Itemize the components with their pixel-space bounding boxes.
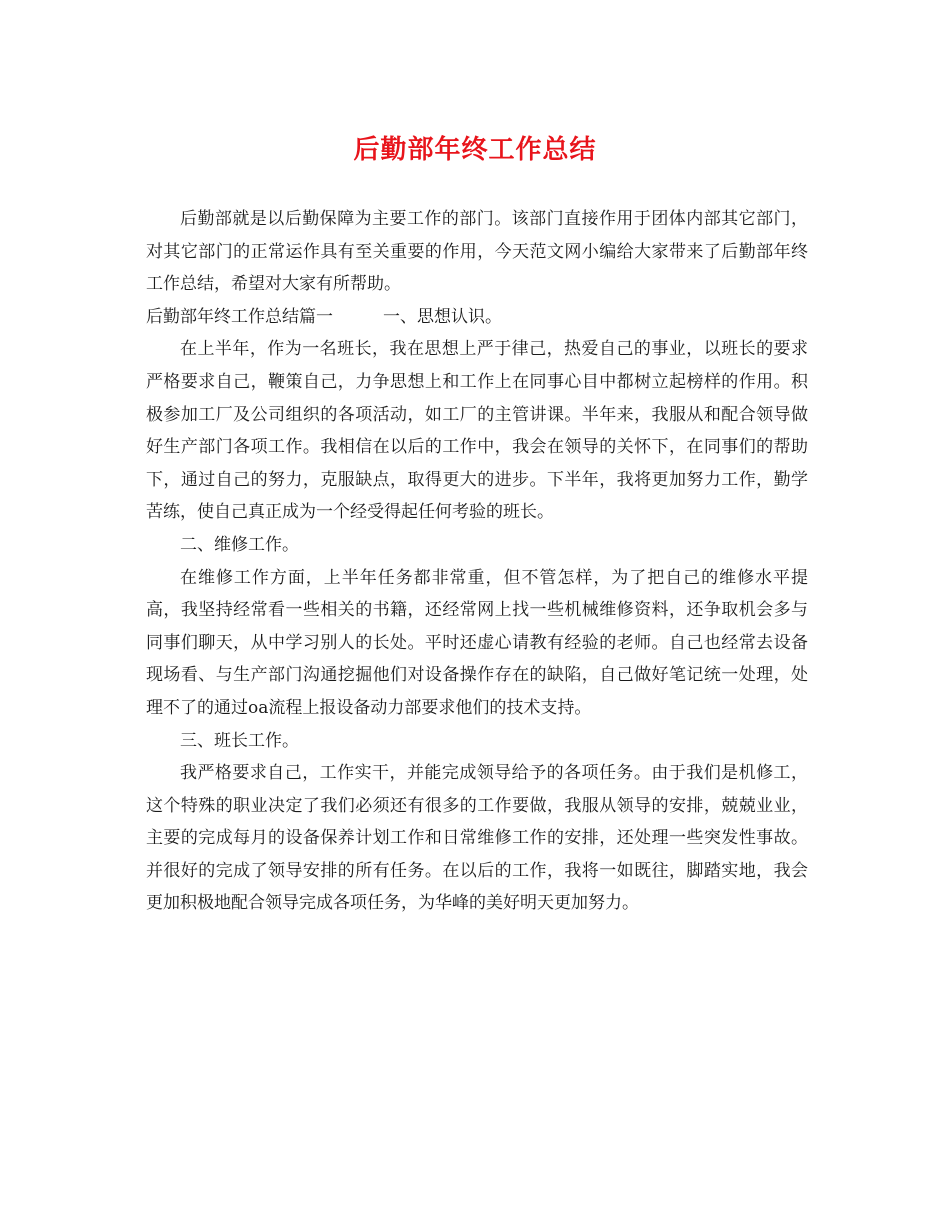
paragraph-thinking: 在上半年，作为一名班长，我在思想上严于律己，热爱自己的事业，以班长的要求严格要求自己，鞭策自己，力争思想上和工作上在同事心目中都树立起榜样的作用。积极参加工厂及公司组织的各项活动，如工厂的主管讲课。半年来，我服从和配合领导做好生产部门各项工作。我相信在以后的工作中，我会在领导的关怀下，在同事们的帮助下，通过自己的努力，克服缺点，取得更大的进步。下半年，我将更加努力工作，勤学苦练，使自己真正成为一个经受得起任何考验的班长。 [146,339,808,523]
paragraph-maintenance: 在维修工作方面，上半年任务都非常重，但不管怎样，为了把自己的维修水平提高，我坚持经常看一些相关的书籍，还经常网上找一些机械维修资料，还争取机会多与同事们聊天，从中学习别人的长处。平时还虚心请教有经验的老师。自己也经常去设备现场看、与生产部门沟通挖掘他们对设备操作存在的缺陷，自己做好笔记统一处理，处理不了的通过oa流程上报设备动力部要求他们的技术支持。 [146,567,808,718]
paragraph-team-lead: 我严格要求自己，工作实干，并能完成领导给予的各项任务。由于我们是机修工，这个特殊的职业决定了我们必须还有很多的工作要做，我服从领导的安排，兢兢业业，主要的完成每月的设备保养计划工作和日常维修工作的安排，还处理一些突发性事故。并很好的完成了领导安排的所有任务。在以后的工作，我将一如既往，脚踏实地，我会更加积极地配合领导完成各项任务，为华峰的美好明天更加努力。 [146,763,808,914]
section-line [146,301,808,334]
document-title: 后勤部年终工作总结 [353,135,597,165]
heading-team-lead: 三、班长工作。 [180,730,299,751]
intro-paragraph: 后勤部就是以后勤保障为主要工作的部门。该部门直接作用于团体内部其它部门，对其它部门的正常运作具有至关重要的作用，今天范文网小编给大家带来了后勤部年终工作总结，希望对大家有所帮助。 [146,209,808,295]
heading-maintenance: 二、维修工作。 [180,534,299,555]
section-label: 后勤部年终工作总结篇一 [146,306,333,327]
document-body [146,203,808,920]
heading-thinking: 一、思想认识。 [383,306,502,327]
